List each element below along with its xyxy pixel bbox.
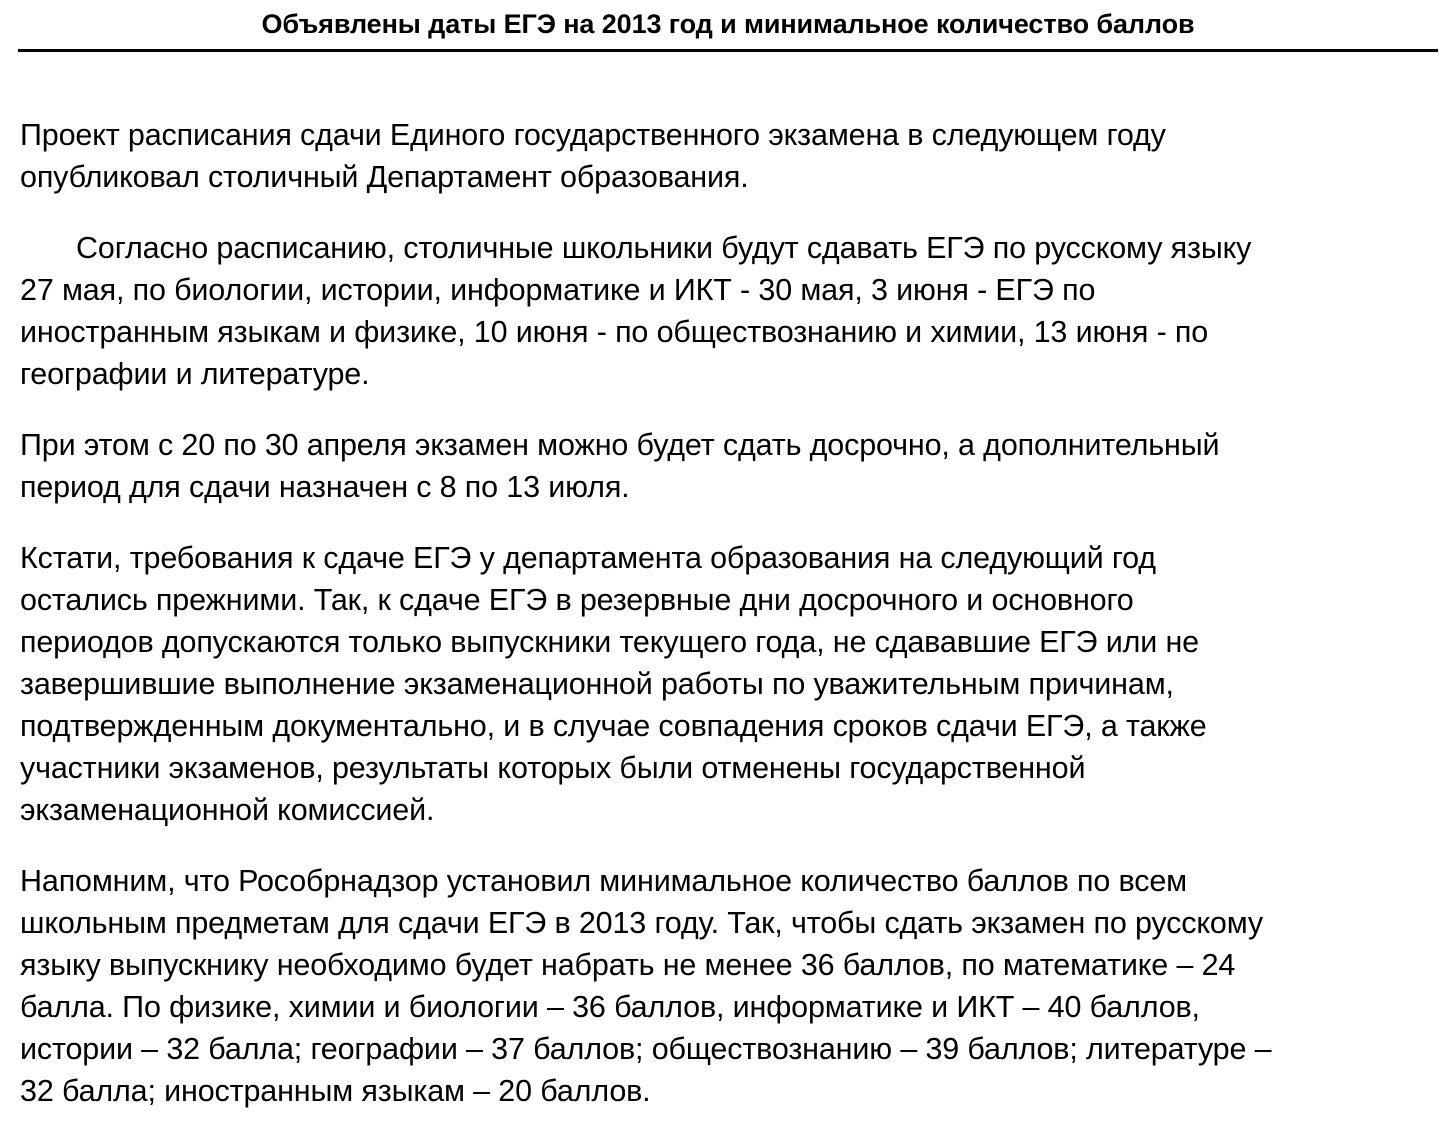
article-title: Объявлены даты ЕГЭ на 2013 год и минимальное количество баллов bbox=[261, 9, 1195, 39]
paragraph-intro: Проект расписания сдачи Единого государственного экзамена в следующем году опубликовал столичный Департамент образования. bbox=[20, 118, 1166, 194]
paragraph-schedule: Согласно расписанию, столичные школьники будут сдавать ЕГЭ по русскому языку 27 мая, по биологии, истории, информатике и ИКТ - 30 мая, 3 июня - ЕГЭ по иностранным языкам и физике, 10 июня - по обществознанию и химии, 13 июня - по географии и литературе. bbox=[20, 231, 1252, 391]
paragraph-requirements: Кстати, требования к сдаче ЕГЭ у департамента образования на следующий год остались прежними. Так, к сдаче ЕГЭ в резервные дни досрочного и основного периодов допускаются только выпускники текущего года, не сдававшие ЕГЭ или не завершившие выполнение экзаменационной работы по уважительным причинам, подтвержденным документально, и в случае совпадения сроков сдачи ЕГЭ, а также участники экзаменов, результаты которых были отменены государственной экзаменационной комиссией. bbox=[20, 541, 1207, 827]
paragraph-minimum-scores: Напомним, что Рособрнадзор установил минимальное количество баллов по всем школьным предметам для сдачи ЕГЭ в 2013 году. Так, чтобы сдать экзамен по русскому языку выпускнику необходимо будет набрать не менее 36 баллов, по математике – 24 балла. По физике, химии и биологии – 36 баллов, информатике и ИКТ – 40 баллов, истории – 32 балла; географии – 37 баллов; обществознанию – 39 баллов; литературе – 32 балла; иностранным языкам – 20 баллов. bbox=[20, 864, 1272, 1108]
title-header bbox=[18, 0, 1438, 52]
article-body bbox=[20, 114, 1440, 1112]
paragraph-early-period: При этом с 20 по 30 апреля экзамен можно будет сдать досрочно, а дополнительный период для сдачи назначен с 8 по 13 июля. bbox=[20, 428, 1220, 504]
